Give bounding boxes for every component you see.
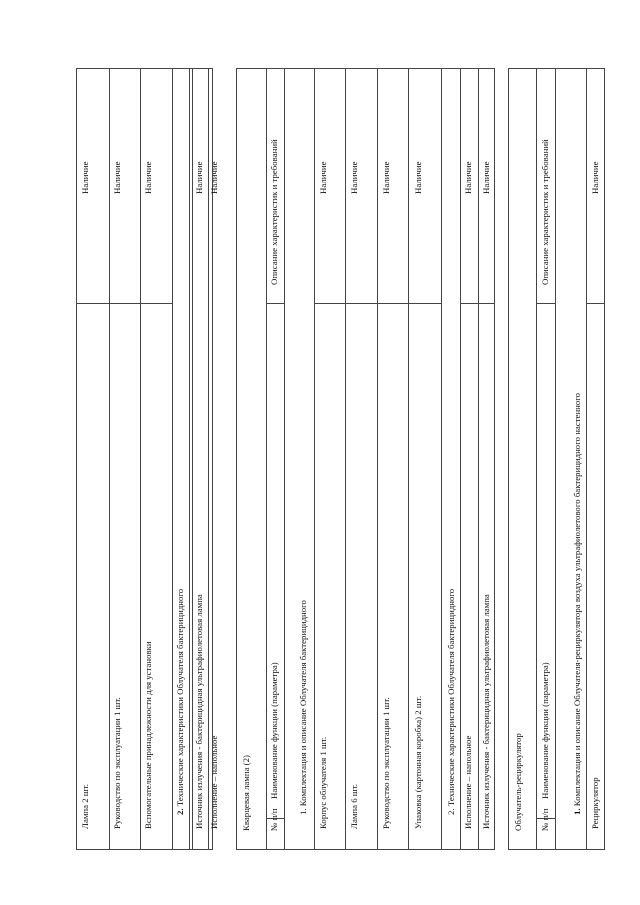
- row-label: Руководство по эксплуатации 1 шт.: [112, 697, 122, 829]
- row-label: Руководство по эксплуатации 1 шт.: [381, 697, 391, 829]
- row-label: Источник излучения - бактерицидная ультрафиолетовая лампа: [481, 594, 491, 829]
- row-label: Вспомогательные принадлежности для установки: [143, 641, 153, 829]
- section-title: Комплектация и описание Облучателя-рециркулятора воздуха ультрафиолетового бактерицидного настенного: [572, 392, 582, 807]
- row-label: Источник излучения - бактерицидная ультрафиолетовая лампа: [194, 594, 204, 829]
- row-label: Исполнение – напольное: [463, 735, 473, 829]
- row-label: Исполнение – напольное: [209, 735, 219, 829]
- section-number: 2.: [446, 808, 456, 815]
- section-number: 1.: [572, 808, 582, 815]
- row-label: Лампа 6 шт.: [349, 783, 359, 829]
- section-number: 2.: [175, 808, 185, 815]
- section-title: Комплектация и описание Облучателя бактерицидного: [298, 600, 308, 807]
- row-label: Лампа 2 шт.: [80, 783, 90, 829]
- row-label: Рециркулятор: [590, 777, 600, 829]
- section-title: Технические характеристики Облучателя бактерицидного: [446, 588, 456, 807]
- section-title: Технические характеристики Облучателя бактерицидного: [175, 588, 185, 807]
- section-number: 1.: [298, 808, 308, 815]
- row-label: Упаковка (картонная коробка) 2 шт.: [413, 695, 423, 829]
- row-label: Корпус облучателя 1 шт.: [318, 736, 328, 829]
